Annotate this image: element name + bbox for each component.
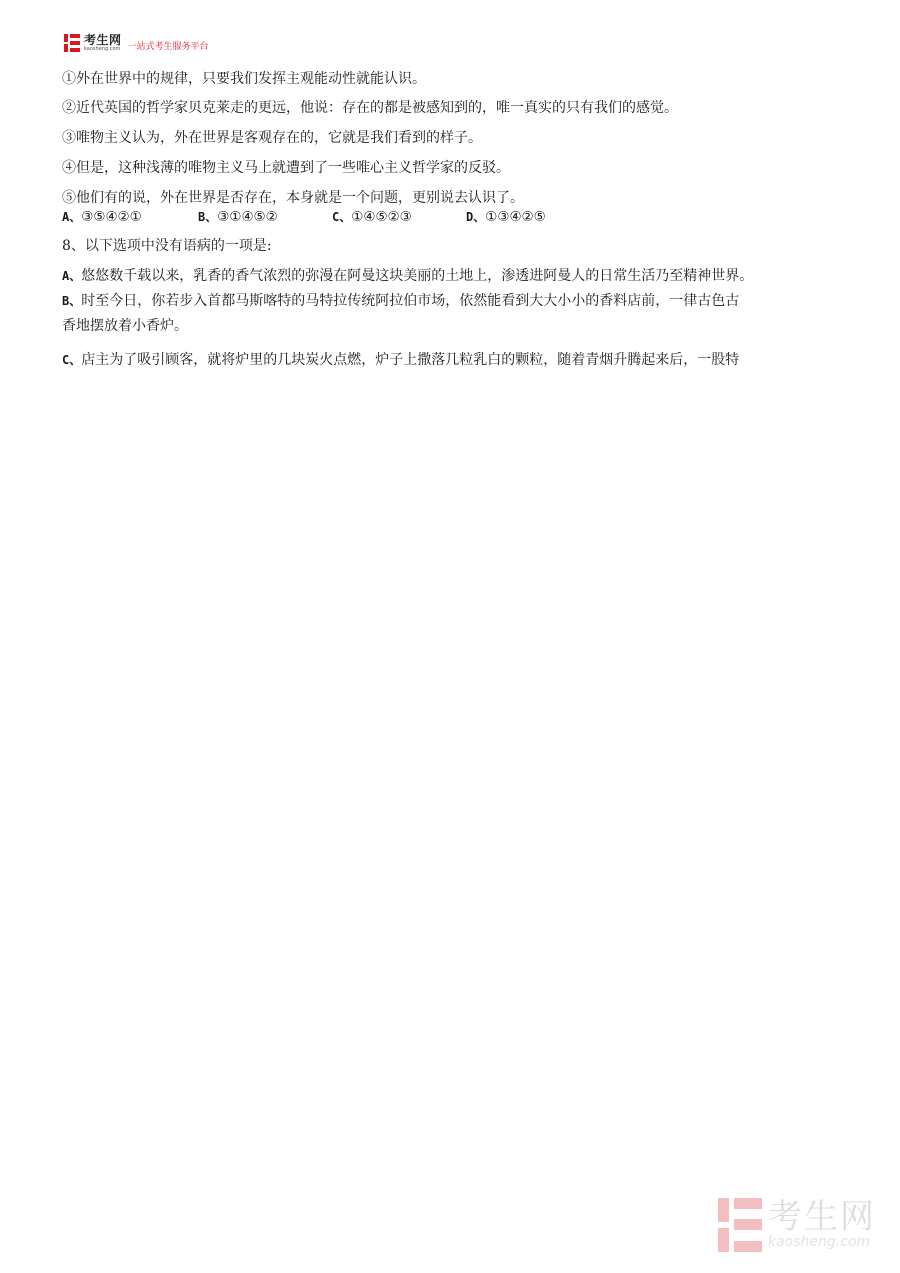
page-header — [64, 32, 209, 54]
q8-option-c — [62, 350, 852, 370]
brand-slogan: 一站式考生服务平台 — [127, 41, 209, 52]
q7-option-d — [466, 208, 546, 226]
option-label: C、 — [332, 210, 352, 224]
watermark-logo-icon — [718, 1198, 762, 1252]
option-text: 店主为了吸引顾客，就将炉里的几块炭火点燃，炉子上撒落几粒乳白的颗粒，随着青烟升腾起来后，一股特 — [81, 352, 740, 368]
sentence-1: ①外在世界中的规律，只要我们发挥主观能动性就能认识。 — [62, 71, 426, 87]
option-label: B、 — [198, 210, 218, 224]
q8-option-a — [62, 266, 852, 286]
q8-option-b — [62, 291, 852, 311]
watermark-name: 考生网 — [768, 1196, 876, 1237]
sentence-2: ②近代英国的哲学家贝克莱走的更远，他说：存在的都是被感知到的，唯一真实的只有我们的感觉。 — [62, 100, 678, 116]
option-text: ①④⑤②③ — [351, 209, 412, 225]
option-label: A、 — [62, 269, 82, 283]
option-text: 时至今日，你若步入首都马斯喀特的马特拉传统阿拉伯市场，依然能看到大大小小的香料店前，一律古色古 — [81, 293, 740, 309]
sentence-3: ③唯物主义认为，外在世界是客观存在的，它就是我们看到的样子。 — [62, 130, 482, 146]
option-label: A、 — [62, 210, 82, 224]
option-label: C、 — [62, 353, 82, 367]
brand-name: 考生网 — [84, 33, 122, 47]
option-text: ①③④②⑤ — [485, 209, 546, 225]
logo-icon — [64, 34, 80, 52]
option-label: D、 — [466, 210, 486, 224]
sentence-4: ④但是，这种浅薄的唯物主义马上就遭到了一些唯心主义哲学家的反驳。 — [62, 160, 510, 176]
q7-option-c — [332, 208, 466, 226]
sentence-5: ⑤他们有的说，外在世界是否存在，本身就是一个问题，更别说去认识了。 — [62, 190, 524, 206]
option-label: B、 — [62, 294, 82, 308]
watermark-domain: kaosheng.com — [768, 1233, 871, 1250]
option-text: ③①④⑤② — [217, 209, 278, 225]
question-8-stem: 8、以下选项中没有语病的一项是: — [62, 238, 272, 254]
q7-option-a — [62, 208, 198, 226]
option-text: ③⑤④②① — [81, 209, 142, 225]
watermark — [718, 1198, 876, 1252]
brand-domain: kaosheng.com — [84, 46, 121, 52]
q7-options — [62, 208, 852, 226]
q8-option-b-continued: 香地摆放着小香炉。 — [62, 318, 188, 334]
option-text: 悠悠数千载以来，乳香的香气浓烈的弥漫在阿曼这块美丽的土地上，渗透进阿曼人的日常生活乃至精神世界。 — [81, 268, 754, 284]
document-body — [62, 66, 852, 370]
q7-option-b — [198, 208, 332, 226]
